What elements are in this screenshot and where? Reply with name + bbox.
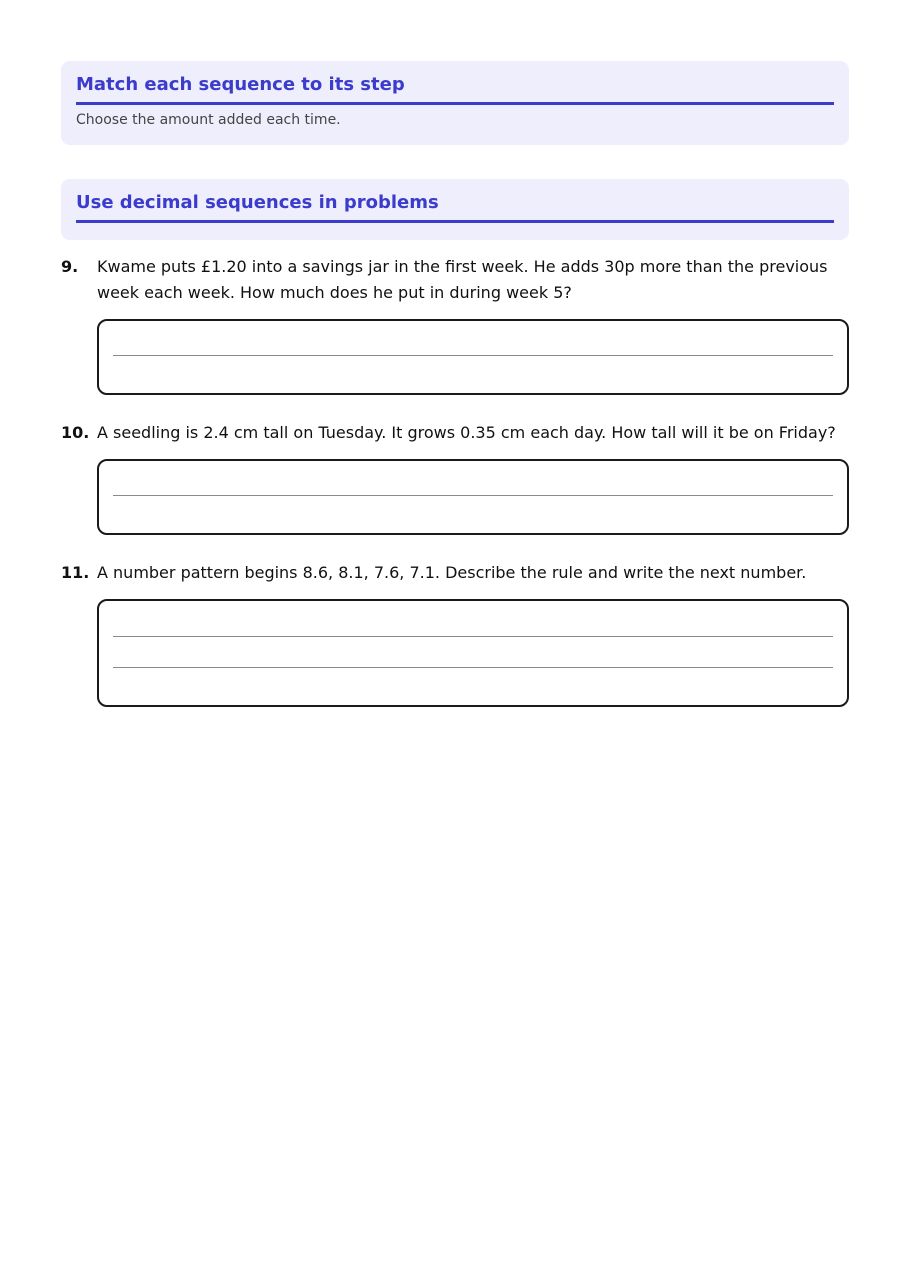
answer-box[interactable] <box>97 459 849 535</box>
answer-box[interactable] <box>97 599 849 707</box>
answer-line <box>113 667 833 668</box>
answer-line <box>113 495 833 496</box>
answer-line <box>113 636 833 637</box>
answer-box[interactable] <box>97 319 849 395</box>
section-header-decimal-problems <box>61 179 849 240</box>
section-title: Use decimal sequences in problems <box>76 179 834 223</box>
section-subtitle: Choose the amount added each time. <box>76 112 341 128</box>
section-title: Match each sequence to its step <box>76 61 834 105</box>
question-text: A number pattern begins 8.6, 8.1, 7.6, 7.1. Describe the rule and write the next number. <box>97 563 807 582</box>
question-text: A seedling is 2.4 cm tall on Tuesday. It grows 0.35 cm each day. How tall will it be on Friday? <box>97 423 836 442</box>
question-text: Kwame puts £1.20 into a savings jar in the first week. He adds 30p more than the previous week each week. How much does he put in during week 5? <box>97 257 828 302</box>
question-number: 9. <box>61 257 79 276</box>
question-number: 11. <box>61 563 90 582</box>
question-number: 10. <box>61 423 90 442</box>
section-header-match-sequence <box>61 61 849 145</box>
answer-line <box>113 355 833 356</box>
